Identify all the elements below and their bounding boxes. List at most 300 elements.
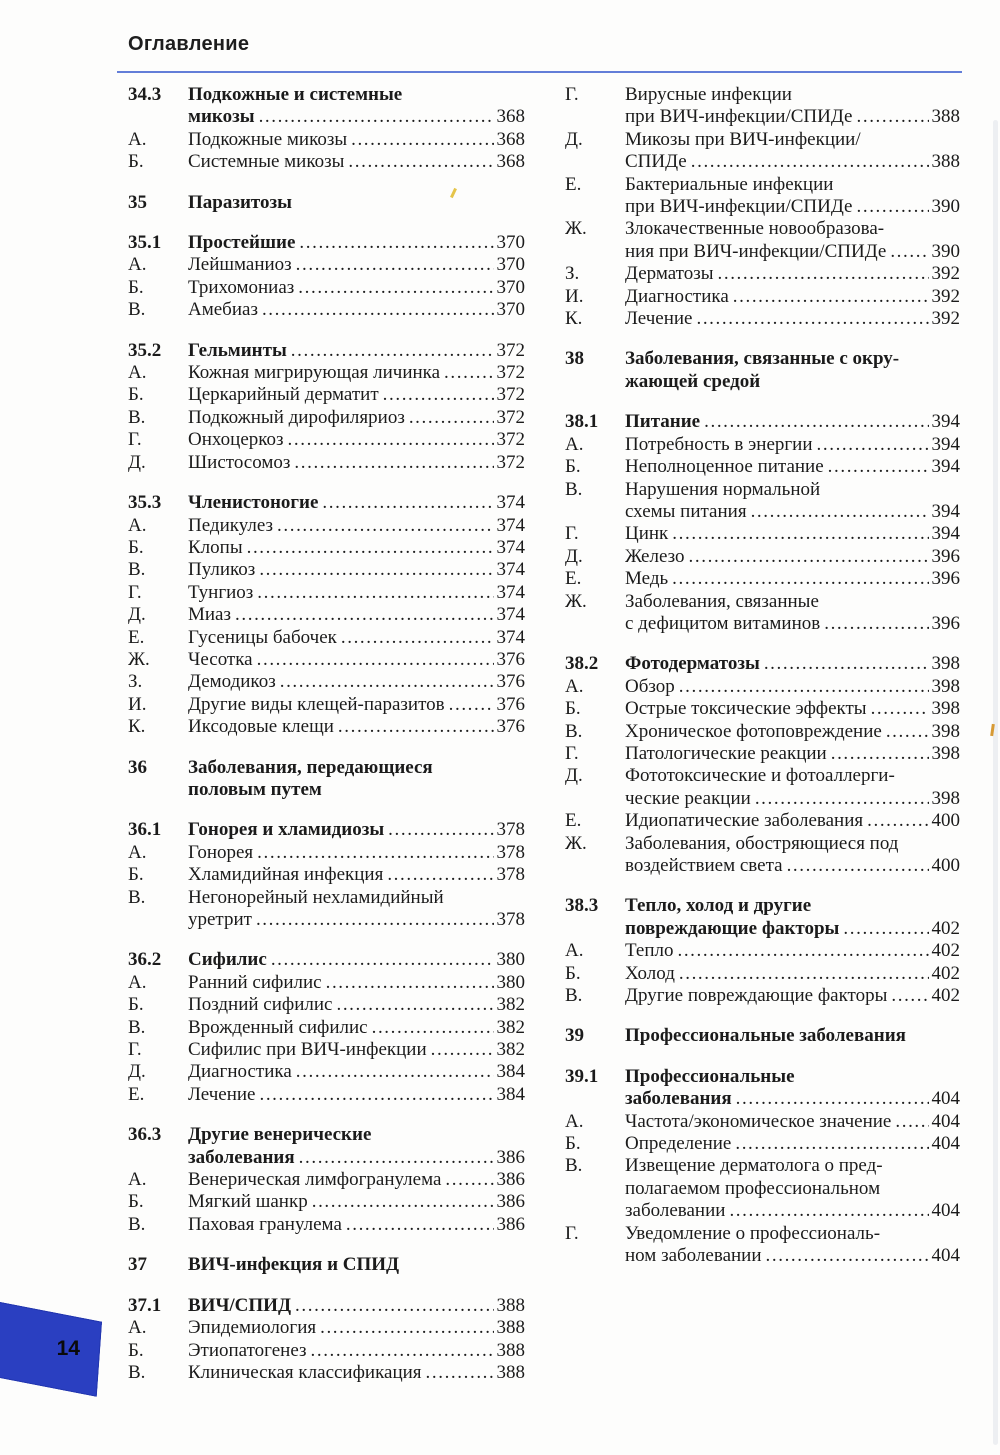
entry-body xyxy=(625,985,960,1007)
entry-body xyxy=(625,218,960,263)
toc-entry xyxy=(128,537,525,559)
entry-number: 38.3 xyxy=(565,895,599,917)
entry-text: Эпидемиология xyxy=(188,1317,317,1339)
entry-line xyxy=(188,864,525,886)
entry-number: Б. xyxy=(565,1133,581,1155)
dot-leader xyxy=(672,568,928,590)
entry-body xyxy=(188,1124,525,1169)
entry-number: В. xyxy=(128,886,146,908)
toc-entry xyxy=(565,676,960,698)
entry-body xyxy=(188,649,525,671)
entry-line xyxy=(188,492,525,514)
entry-line xyxy=(625,411,960,433)
entry-text: Сифилис xyxy=(188,949,267,971)
entry-text: Диагностика xyxy=(625,285,729,307)
entry-text: Миаз xyxy=(188,604,232,626)
entry-body xyxy=(625,286,960,308)
entry-number: Е. xyxy=(565,810,582,832)
entry-line xyxy=(188,232,525,254)
toc-entry xyxy=(128,362,525,384)
entry-number: Б. xyxy=(128,384,144,406)
dot-leader xyxy=(431,1039,494,1061)
entry-body xyxy=(625,1223,960,1268)
entry-text: Уведомление о профессиональ- xyxy=(625,1222,881,1244)
entry-page-number: 374 xyxy=(496,626,525,648)
entry-body xyxy=(625,810,960,832)
entry-number: 36.3 xyxy=(128,1124,162,1146)
entry-text: Гонорея и хламидиозы xyxy=(188,819,385,841)
entry-text: Потребность в энергии xyxy=(625,433,813,455)
dot-leader xyxy=(372,1017,494,1039)
dot-leader xyxy=(296,254,494,276)
entry-number: Г. xyxy=(128,1039,142,1061)
toc-group xyxy=(128,1124,525,1236)
entry-page-number: 374 xyxy=(496,581,525,603)
entry-number: 38.2 xyxy=(565,653,599,675)
entry-line xyxy=(625,918,960,940)
dot-leader xyxy=(326,972,494,994)
entry-line xyxy=(188,994,525,1016)
entry-page-number: 374 xyxy=(496,492,525,514)
entry-text: уретрит xyxy=(188,909,252,930)
entry-body xyxy=(625,568,960,590)
entry-page-number: 380 xyxy=(496,971,525,993)
entry-number: В. xyxy=(128,559,146,581)
entry-line xyxy=(625,985,960,1007)
entry-line xyxy=(188,129,525,151)
entry-number: А. xyxy=(128,128,147,150)
entry-text: Паразитозы xyxy=(188,191,292,213)
entry-body xyxy=(188,1254,525,1276)
entry-page-number: 386 xyxy=(496,1191,525,1213)
dot-leader xyxy=(677,940,928,962)
entry-number: Д. xyxy=(128,1061,146,1083)
entry-text: Заболевания, обостряющиеся под xyxy=(625,832,899,854)
header-rule xyxy=(117,71,962,73)
entry-body xyxy=(188,340,525,362)
toc-entry xyxy=(565,84,960,129)
entry-body xyxy=(625,479,960,524)
toc-group xyxy=(128,492,525,738)
entry-line xyxy=(188,429,525,451)
entry-line xyxy=(625,196,960,218)
toc-group xyxy=(565,1025,960,1047)
entry-number: И. xyxy=(565,285,584,307)
entry-number: В. xyxy=(128,406,146,428)
entry-text: Сифилис при ВИЧ-инфекции xyxy=(188,1039,427,1061)
entry-page-number: 402 xyxy=(931,985,960,1007)
entry-text: Гонорея xyxy=(188,841,254,863)
entry-page-number: 382 xyxy=(496,1016,525,1038)
dot-leader xyxy=(751,501,929,523)
dot-leader xyxy=(257,649,494,671)
entry-text: Заболевания, связанные с окру- xyxy=(625,348,900,370)
entry-text: Демодикоз xyxy=(188,671,276,693)
toc-entry xyxy=(565,1155,960,1222)
entry-body xyxy=(188,842,525,864)
entry-body xyxy=(188,972,525,994)
toc-group xyxy=(128,192,525,214)
toc-entry xyxy=(128,129,525,151)
toc-entry xyxy=(565,1066,960,1111)
entry-line xyxy=(188,1039,525,1061)
entry-body xyxy=(188,1340,525,1362)
entry-text: Тепло, холод и другие xyxy=(625,895,812,917)
entry-text: Злокачественные новообразова- xyxy=(625,218,885,240)
entry-text: Шистосомоз xyxy=(188,451,291,473)
entry-line xyxy=(188,716,525,738)
dot-leader xyxy=(235,604,493,626)
dot-leader xyxy=(383,384,494,406)
entry-number: Б. xyxy=(128,994,144,1016)
page-number-tab xyxy=(0,1301,102,1397)
entry-line xyxy=(625,286,960,308)
entry-number: А. xyxy=(128,514,147,536)
entry-page-number: 398 xyxy=(931,698,960,720)
entry-body xyxy=(188,129,525,151)
entry-body xyxy=(188,819,525,841)
entry-number: Б. xyxy=(128,1191,144,1213)
entry-text: Другие повреждающие факторы xyxy=(625,985,888,1007)
toc-entry xyxy=(565,1025,960,1047)
entry-page-number: 376 xyxy=(496,671,525,693)
entry-body xyxy=(625,721,960,743)
entry-text: Этиопатогенез xyxy=(188,1339,307,1361)
entry-number: Д. xyxy=(128,451,146,473)
dot-leader xyxy=(828,456,929,478)
entry-line xyxy=(188,1191,525,1213)
entry-text: ния при ВИЧ-инфекции/СПИДе xyxy=(625,240,887,262)
entry-text: Пуликоз xyxy=(188,559,256,581)
entry-body xyxy=(625,743,960,765)
entry-number: А. xyxy=(128,362,147,384)
toc-entry xyxy=(128,1191,525,1213)
entry-page-number: 402 xyxy=(931,917,960,939)
dot-leader xyxy=(755,788,929,810)
toc-entry xyxy=(128,887,525,932)
entry-page-number: 368 xyxy=(496,128,525,150)
entry-page-number: 386 xyxy=(496,1213,525,1235)
entry-text: Гельминты xyxy=(188,339,287,361)
entry-text: Бактериальные инфекции xyxy=(625,173,834,195)
entry-text: жающей средой xyxy=(625,370,761,392)
toc-entry xyxy=(128,1061,525,1083)
entry-line xyxy=(188,1295,525,1317)
dot-leader xyxy=(729,1200,928,1222)
entry-number: 39.1 xyxy=(565,1065,599,1087)
entry-text: Врожденный сифилис xyxy=(188,1016,368,1038)
entry-body xyxy=(188,492,525,514)
entry-line xyxy=(625,1178,960,1200)
entry-page-number: 372 xyxy=(496,429,525,451)
entry-line xyxy=(188,1169,525,1191)
entry-body xyxy=(625,129,960,174)
entry-body xyxy=(625,698,960,720)
entry-line xyxy=(188,1340,525,1362)
entry-number: Б. xyxy=(128,864,144,886)
entry-body xyxy=(188,384,525,406)
entry-page-number: 372 xyxy=(496,362,525,384)
entry-line xyxy=(625,613,960,635)
entry-text: полагаемом профессиональном xyxy=(625,1177,881,1199)
entry-text: Лечение xyxy=(625,308,693,330)
entry-page-number: 388 xyxy=(496,1361,525,1383)
entry-number: В. xyxy=(128,1016,146,1038)
entry-body xyxy=(625,308,960,330)
toc-entry xyxy=(565,698,960,720)
entry-number: Ж. xyxy=(565,218,587,240)
toc-group xyxy=(128,1254,525,1276)
dot-leader xyxy=(426,1362,494,1384)
entry-line xyxy=(625,1245,960,1267)
entry-body xyxy=(188,452,525,474)
toc-entry xyxy=(128,1254,525,1276)
toc-entry xyxy=(128,604,525,626)
entry-text: Другие виды клещей-паразитов xyxy=(188,693,445,715)
entry-text: повреждающие факторы xyxy=(625,917,840,939)
entry-text: Хламидийная инфекция xyxy=(188,864,384,886)
entry-body xyxy=(188,151,525,173)
entry-number: 37 xyxy=(128,1254,147,1276)
toc-entry xyxy=(128,671,525,693)
entry-line xyxy=(188,582,525,604)
entry-text: при ВИЧ-инфекции/СПИДе xyxy=(625,106,853,128)
entry-body xyxy=(625,523,960,545)
toc-entry xyxy=(565,546,960,568)
toc-entry xyxy=(128,151,525,173)
dot-leader xyxy=(718,263,929,285)
entry-text: Тунгиоз xyxy=(188,581,254,603)
entry-number: Д. xyxy=(565,765,583,787)
entry-number: 37.1 xyxy=(128,1294,162,1316)
toc-entry xyxy=(128,340,525,362)
dot-leader xyxy=(336,994,493,1016)
entry-page-number: 390 xyxy=(931,240,960,262)
entry-number: Г. xyxy=(565,84,579,105)
entry-page-number: 404 xyxy=(931,1110,960,1132)
dot-leader xyxy=(445,1169,493,1191)
entry-page-number: 402 xyxy=(931,940,960,962)
entry-number: Г. xyxy=(565,1222,579,1244)
toc-entry xyxy=(128,819,525,841)
toc-entry xyxy=(565,174,960,219)
entry-line xyxy=(625,963,960,985)
entry-line xyxy=(625,479,960,501)
entry-line xyxy=(188,757,525,779)
entry-line xyxy=(188,537,525,559)
entry-line xyxy=(188,362,525,384)
entry-line xyxy=(188,1124,525,1146)
entry-body xyxy=(188,1214,525,1236)
toc-entry xyxy=(128,972,525,994)
entry-page-number: 382 xyxy=(496,994,525,1016)
entry-number: 39 xyxy=(565,1025,584,1047)
entry-body xyxy=(625,1025,960,1047)
entry-text: Лейшманиоз xyxy=(188,254,292,276)
entry-page-number: 368 xyxy=(496,151,525,173)
dot-leader xyxy=(766,1245,929,1267)
entry-line xyxy=(188,1061,525,1083)
entry-line xyxy=(188,84,525,106)
entry-page-number: 398 xyxy=(931,742,960,764)
toc-entry xyxy=(565,263,960,285)
entry-text: Негонорейный нехламидийный xyxy=(188,886,444,908)
entry-text: Холод xyxy=(625,962,675,984)
entry-text: Фотодерматозы xyxy=(625,653,760,675)
entry-number: Е. xyxy=(128,626,145,648)
entry-page-number: 384 xyxy=(496,1083,525,1105)
dot-leader xyxy=(387,864,493,886)
entry-line xyxy=(625,788,960,810)
entry-text: ВИЧ-инфекция и СПИД xyxy=(188,1254,400,1276)
entry-page-number: 392 xyxy=(931,308,960,330)
entry-text: Кожная мигрирующая личинка xyxy=(188,362,441,384)
dot-leader xyxy=(787,855,929,877)
dot-leader xyxy=(886,721,929,743)
toc-entry xyxy=(565,765,960,810)
entry-body xyxy=(188,407,525,429)
entry-text: Определение xyxy=(625,1133,732,1155)
entry-body xyxy=(188,232,525,254)
toc-group xyxy=(565,411,960,635)
entry-number: Б. xyxy=(565,456,581,478)
entry-number: В. xyxy=(128,299,146,321)
entry-body xyxy=(188,887,525,932)
dot-leader xyxy=(277,515,493,537)
dot-leader xyxy=(733,286,929,308)
dot-leader xyxy=(280,671,494,693)
entry-line xyxy=(188,649,525,671)
entry-text: ческие реакции xyxy=(625,787,751,809)
entry-page-number: 378 xyxy=(496,819,525,841)
entry-text: Частота/экономическое значение xyxy=(625,1110,892,1132)
entry-body xyxy=(188,254,525,276)
entry-number: Ж. xyxy=(565,590,587,612)
entry-text: при ВИЧ-инфекции/СПИДе xyxy=(625,196,853,218)
toc-entry xyxy=(128,277,525,299)
dot-leader xyxy=(299,232,493,254)
entry-number: К. xyxy=(128,716,146,738)
toc-entry xyxy=(128,1017,525,1039)
entry-page-number: 380 xyxy=(496,949,525,971)
entry-text: Тепло xyxy=(625,940,674,962)
entry-body xyxy=(625,348,960,393)
toc-entry xyxy=(565,743,960,765)
toc-entry xyxy=(565,411,960,433)
entry-page-number: 398 xyxy=(931,653,960,675)
entry-line xyxy=(188,887,525,909)
entry-number: А. xyxy=(128,1169,147,1191)
entry-page-number: 370 xyxy=(496,254,525,276)
entry-number: А. xyxy=(128,254,147,276)
entry-number: Б. xyxy=(128,536,144,558)
entry-number: 36 xyxy=(128,756,147,778)
entry-page-number: 374 xyxy=(496,559,525,581)
entry-text: Железо xyxy=(625,545,685,567)
toc-group xyxy=(565,348,960,393)
entry-body xyxy=(188,1362,525,1384)
entry-body xyxy=(625,591,960,636)
dot-leader xyxy=(696,308,928,330)
entry-page-number: 378 xyxy=(496,841,525,863)
entry-text: Венерическая лимфогранулема xyxy=(188,1169,442,1191)
toc-entry xyxy=(128,1039,525,1061)
toc-entry xyxy=(565,985,960,1007)
entry-text: Амебиаз xyxy=(188,299,258,321)
entry-page-number: 378 xyxy=(496,909,525,930)
entry-body xyxy=(625,1155,960,1222)
entry-line xyxy=(625,833,960,855)
entry-page-number: 386 xyxy=(496,1146,525,1168)
entry-line xyxy=(188,452,525,474)
dot-leader xyxy=(444,362,493,384)
entry-number: Е. xyxy=(565,568,582,590)
entry-page-number: 388 xyxy=(931,151,960,173)
dot-leader xyxy=(857,106,929,128)
entry-body xyxy=(625,456,960,478)
entry-line xyxy=(625,765,960,787)
entry-line xyxy=(188,407,525,429)
entry-text: Дерматозы xyxy=(625,263,714,285)
toc-entry xyxy=(128,515,525,537)
dot-leader xyxy=(857,196,929,218)
entry-number: Д. xyxy=(128,604,146,626)
entry-number: 35.1 xyxy=(128,232,162,254)
entry-line xyxy=(625,568,960,590)
entry-line xyxy=(625,653,960,675)
entry-number: Г. xyxy=(128,429,142,451)
entry-body xyxy=(625,895,960,940)
dot-leader xyxy=(890,241,928,263)
entry-page-number: 376 xyxy=(496,716,525,738)
entry-page-number: 374 xyxy=(496,536,525,558)
toc-entry xyxy=(128,1169,525,1191)
entry-body xyxy=(625,963,960,985)
entry-body xyxy=(625,833,960,878)
entry-page-number: 404 xyxy=(931,1200,960,1222)
entry-number: И. xyxy=(128,693,147,715)
toc-entry xyxy=(128,1317,525,1339)
toc-group xyxy=(128,1295,525,1385)
entry-page-number: 400 xyxy=(931,855,960,876)
entry-line xyxy=(625,456,960,478)
entry-line xyxy=(188,819,525,841)
entry-line xyxy=(625,676,960,698)
dot-leader xyxy=(259,559,493,581)
toc-entry xyxy=(128,1295,525,1317)
entry-page-number: 396 xyxy=(931,545,960,567)
entry-number: Ж. xyxy=(565,832,587,854)
entry-page-number: 378 xyxy=(496,864,525,886)
toc-entry xyxy=(565,1223,960,1268)
entry-line xyxy=(188,299,525,321)
entry-page-number: 372 xyxy=(496,384,525,406)
dot-leader xyxy=(735,1133,928,1155)
entry-body xyxy=(188,627,525,649)
toc-entry xyxy=(565,308,960,330)
entry-line xyxy=(188,340,525,362)
entry-line xyxy=(625,1200,960,1222)
dot-leader xyxy=(351,129,493,151)
entry-text: Поздний сифилис xyxy=(188,994,333,1016)
dot-leader xyxy=(388,819,493,841)
entry-line xyxy=(625,1088,960,1110)
entry-page-number: 392 xyxy=(931,263,960,285)
entry-body xyxy=(188,757,525,802)
toc-entry xyxy=(565,479,960,524)
entry-page-number: 372 xyxy=(496,406,525,428)
entry-text: Микозы при ВИЧ-инфекции/ xyxy=(625,128,861,150)
